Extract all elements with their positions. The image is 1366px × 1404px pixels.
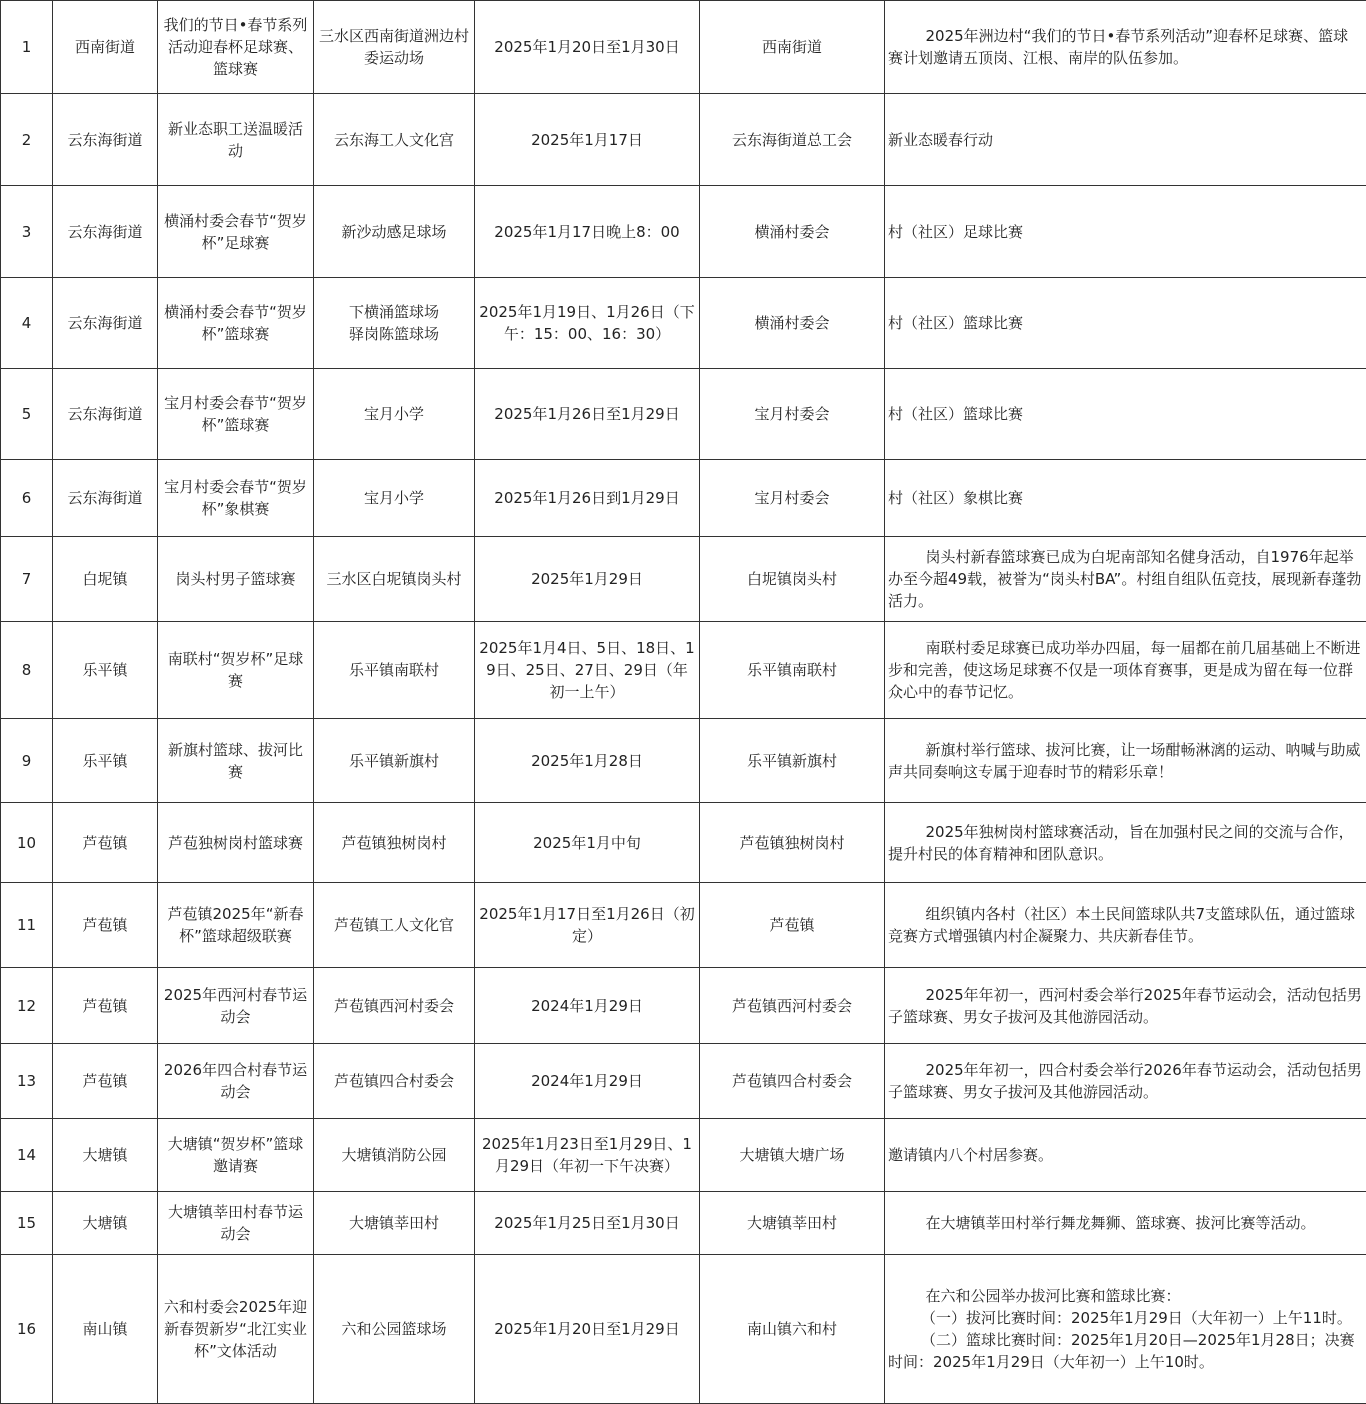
time-cell: 2025年1月4日、5日、18日、19日、25日、27日、29日（年初一上午） bbox=[475, 622, 700, 719]
activity-name-cell: 2025年西河村春节运动会 bbox=[158, 968, 314, 1044]
description-paragraph: 新业态暖春行动 bbox=[888, 130, 994, 149]
venue-cell: 大塘镇消防公园 bbox=[314, 1119, 475, 1192]
table-row bbox=[1, 719, 1366, 803]
organizer-cell: 宝月村委会 bbox=[700, 369, 885, 460]
table-row bbox=[1, 883, 1366, 968]
venue-cell: 芦苞镇四合村委会 bbox=[314, 1044, 475, 1119]
description-cell bbox=[885, 719, 1366, 803]
description-paragraph: 村（社区）篮球比赛 bbox=[888, 314, 1024, 332]
organizer-cell: 横涌村委会 bbox=[700, 278, 885, 369]
organizer-cell: 芦苞镇独树岗村 bbox=[700, 803, 885, 883]
area-cell: 云东海街道 bbox=[53, 460, 158, 537]
row-number: 13 bbox=[1, 1044, 53, 1119]
description-cell bbox=[885, 278, 1366, 369]
description-cell bbox=[885, 537, 1366, 622]
area-cell: 云东海街道 bbox=[53, 94, 158, 186]
venue-cell: 乐平镇新旗村 bbox=[314, 719, 475, 803]
venue-cell: 芦苞镇独树岗村 bbox=[314, 803, 475, 883]
area-cell: 芦苞镇 bbox=[53, 803, 158, 883]
table-row bbox=[1, 622, 1366, 719]
activity-name-cell: 横涌村委会春节“贺岁杯”篮球赛 bbox=[158, 278, 314, 369]
description-cell bbox=[885, 1192, 1366, 1255]
table-row bbox=[1, 94, 1366, 186]
activity-name-cell: 新旗村篮球、拔河比赛 bbox=[158, 719, 314, 803]
table-row bbox=[1, 1255, 1366, 1404]
description-paragraph: 在六和公园举办拔河比赛和篮球比赛： bbox=[925, 1287, 1181, 1305]
venue-cell: 芦苞镇工人文化官 bbox=[314, 883, 475, 968]
time-cell: 2025年1月26日到1月29日 bbox=[475, 460, 700, 537]
activity-name-cell: 六和村委会2025年迎新春贺新岁“北江实业杯”文体活动 bbox=[158, 1255, 314, 1404]
venue-cell: 新沙动感足球场 bbox=[314, 186, 475, 278]
row-number: 5 bbox=[1, 369, 53, 460]
area-cell: 乐平镇 bbox=[53, 719, 158, 803]
description-paragraph: 村（社区）篮球比赛 bbox=[888, 405, 1024, 423]
row-number: 10 bbox=[1, 803, 53, 883]
table-row bbox=[1, 369, 1366, 460]
activity-name-cell: 大塘镇“贺岁杯”篮球邀请赛 bbox=[158, 1119, 314, 1192]
row-number: 8 bbox=[1, 622, 53, 719]
venue-cell: 宝月小学 bbox=[314, 460, 475, 537]
row-number: 4 bbox=[1, 278, 53, 369]
description-paragraph: 2025年年初一，西河村委会举行2025年春节运动会，活动包括男子篮球赛、男女子拔河及其他游园活动。 bbox=[888, 985, 1362, 1026]
activity-name-cell: 芦苞镇2025年“新春杯”篮球超级联赛 bbox=[158, 883, 314, 968]
description-cell bbox=[885, 186, 1366, 278]
organizer-cell: 芦苞镇四合村委会 bbox=[700, 1044, 885, 1119]
description-paragraph: 南联村委足球赛已成功举办四届，每一届都在前几届基础上不断进步和完善，使这场足球赛不仅是一项体育赛事，更是成为留在每一位群众心中的春节记忆。 bbox=[888, 639, 1361, 701]
description-paragraph: 2025年年初一，四合村委会举行2026年春节运动会，活动包括男子篮球赛、男女子拔河及其他游园活动。 bbox=[888, 1061, 1362, 1101]
activity-name-cell: 2026年四合村春节运动会 bbox=[158, 1044, 314, 1119]
description-cell bbox=[885, 1, 1366, 94]
activity-name-cell: 横涌村委会春节“贺岁杯”足球赛 bbox=[158, 186, 314, 278]
description-cell bbox=[885, 883, 1366, 968]
description-paragraph: 新旗村举行篮球、拔河比赛，让一场酣畅淋漓的运动、呐喊与助威声共同奏响这专属于迎春时节的精彩乐章！ bbox=[888, 740, 1361, 781]
area-cell: 云东海街道 bbox=[53, 186, 158, 278]
organizer-cell: 云东海街道总工会 bbox=[700, 94, 885, 186]
venue-cell: 大塘镇莘田村 bbox=[314, 1192, 475, 1255]
description-cell bbox=[885, 968, 1366, 1044]
activity-name-cell: 我们的节日•春节系列活动迎春杯足球赛、篮球赛 bbox=[158, 1, 314, 94]
time-cell: 2024年1月29日 bbox=[475, 1044, 700, 1119]
activity-name-cell: 新业态职工送温暖活动 bbox=[158, 94, 314, 186]
time-cell: 2025年1月20日至1月29日 bbox=[475, 1255, 700, 1404]
organizer-cell: 西南街道 bbox=[700, 1, 885, 94]
venue-cell: 乐平镇南联村 bbox=[314, 622, 475, 719]
table-row bbox=[1, 803, 1366, 883]
organizer-cell: 芦苞镇 bbox=[700, 883, 885, 968]
activity-name-cell: 宝月村委会春节“贺岁杯”象棋赛 bbox=[158, 460, 314, 537]
description-paragraph: 邀请镇内八个村居参赛。 bbox=[888, 1146, 1054, 1164]
venue-cell: 三水区白坭镇岗头村 bbox=[314, 537, 475, 622]
table-row bbox=[1, 1044, 1366, 1119]
time-cell: 2025年1月28日 bbox=[475, 719, 700, 803]
area-cell: 芦苞镇 bbox=[53, 968, 158, 1044]
organizer-cell: 芦苞镇西河村委会 bbox=[700, 968, 885, 1044]
area-cell: 南山镇 bbox=[53, 1255, 158, 1404]
row-number: 7 bbox=[1, 537, 53, 622]
description-cell bbox=[885, 622, 1366, 719]
venue-cell: 三水区西南街道洲边村委运动场 bbox=[314, 1, 475, 94]
description-paragraph: 村（社区）象棋比赛 bbox=[888, 489, 1024, 507]
description-paragraph: 在大塘镇莘田村举行舞龙舞狮、篮球赛、拔河比赛等活动。 bbox=[925, 1214, 1316, 1232]
time-cell: 2025年1月中旬 bbox=[475, 803, 700, 883]
area-cell: 大塘镇 bbox=[53, 1119, 158, 1192]
venue-cell: 云东海工人文化宫 bbox=[314, 94, 475, 186]
description-paragraph: 岗头村新春篮球赛已成为白坭南部知名健身活动，自1976年起举办至今超49载，被誉为“岗头村BA”。村组自组队伍竞技，展现新春蓬勃活力。 bbox=[888, 548, 1362, 610]
row-number: 2 bbox=[1, 94, 53, 186]
venue-cell: 六和公园篮球场 bbox=[314, 1255, 475, 1404]
row-number: 14 bbox=[1, 1119, 53, 1192]
row-number: 16 bbox=[1, 1255, 53, 1404]
row-number: 3 bbox=[1, 186, 53, 278]
time-cell: 2024年1月29日 bbox=[475, 968, 700, 1044]
organizer-cell: 宝月村委会 bbox=[700, 460, 885, 537]
row-number: 1 bbox=[1, 1, 53, 94]
table-row bbox=[1, 1119, 1366, 1192]
table-row bbox=[1, 278, 1366, 369]
description-paragraph: 村（社区）足球比赛 bbox=[888, 222, 1024, 241]
time-cell: 2025年1月26日至1月29日 bbox=[475, 369, 700, 460]
organizer-cell: 乐平镇南联村 bbox=[700, 622, 885, 719]
row-number: 9 bbox=[1, 719, 53, 803]
description-cell bbox=[885, 460, 1366, 537]
time-cell: 2025年1月23日至1月29日、1月29日（年初一下午决赛） bbox=[475, 1119, 700, 1192]
time-cell: 2025年1月17日 bbox=[475, 94, 700, 186]
row-number: 15 bbox=[1, 1192, 53, 1255]
description-paragraph: （二）篮球比赛时间：2025年1月20日—2025年1月28日；决赛时间：2025年1月29日（大年初一）上午10时。 bbox=[888, 1331, 1355, 1371]
table-row bbox=[1, 537, 1366, 622]
time-cell: 2025年1月19日、1月26日（下午：15：00、16：30） bbox=[475, 278, 700, 369]
activity-name-cell: 南联村“贺岁杯”足球赛 bbox=[158, 622, 314, 719]
description-cell bbox=[885, 369, 1366, 460]
table-row bbox=[1, 186, 1366, 278]
time-cell: 2025年1月17日至1月26日（初定） bbox=[475, 883, 700, 968]
organizer-cell: 大塘镇莘田村 bbox=[700, 1192, 885, 1255]
activity-name-cell: 芦苞独树岗村篮球赛 bbox=[158, 803, 314, 883]
activity-name-cell: 岗头村男子篮球赛 bbox=[158, 537, 314, 622]
table-row bbox=[1, 1, 1366, 94]
area-cell: 云东海街道 bbox=[53, 278, 158, 369]
venue-cell: 芦苞镇西河村委会 bbox=[314, 968, 475, 1044]
area-cell: 大塘镇 bbox=[53, 1192, 158, 1255]
time-cell: 2025年1月29日 bbox=[475, 537, 700, 622]
description-paragraph: 组织镇内各村（社区）本土民间篮球队共7支篮球队伍，通过篮球竞赛方式增强镇内村企凝聚力、共庆新春佳节。 bbox=[888, 905, 1356, 945]
organizer-cell: 横涌村委会 bbox=[700, 186, 885, 278]
row-number: 12 bbox=[1, 968, 53, 1044]
time-cell: 2025年1月20日至1月30日 bbox=[475, 1, 700, 94]
time-cell: 2025年1月17日晚上8：00 bbox=[475, 186, 700, 278]
area-cell: 芦苞镇 bbox=[53, 883, 158, 968]
description-paragraph: （一）拔河比赛时间：2025年1月29日（大年初一）上午11时。 bbox=[921, 1309, 1352, 1327]
table-row bbox=[1, 460, 1366, 537]
description-cell bbox=[885, 94, 1366, 186]
table-row bbox=[1, 968, 1366, 1044]
activity-name-cell: 宝月村委会春节“贺岁杯”篮球赛 bbox=[158, 369, 314, 460]
description-paragraph: 2025年独树岗村篮球赛活动，旨在加强村民之间的交流与合作，提升村民的体育精神和团队意识。 bbox=[888, 822, 1354, 863]
area-cell: 西南街道 bbox=[53, 1, 158, 94]
activity-name-cell: 大塘镇莘田村春节运动会 bbox=[158, 1192, 314, 1255]
row-number: 6 bbox=[1, 460, 53, 537]
description-cell bbox=[885, 1119, 1366, 1192]
description-cell bbox=[885, 1255, 1366, 1404]
area-cell: 云东海街道 bbox=[53, 369, 158, 460]
area-cell: 芦苞镇 bbox=[53, 1044, 158, 1119]
area-cell: 白坭镇 bbox=[53, 537, 158, 622]
description-cell bbox=[885, 1044, 1366, 1119]
time-cell: 2025年1月25日至1月30日 bbox=[475, 1192, 700, 1255]
organizer-cell: 白坭镇岗头村 bbox=[700, 537, 885, 622]
venue-cell: 下横涌篮球场 驿岗陈篮球场 bbox=[314, 278, 475, 369]
description-paragraph: 2025年洲边村“我们的节日•春节系列活动”迎春杯足球赛、篮球赛计划邀请五顶岗、江根、南岸的队伍参加。 bbox=[888, 27, 1349, 67]
organizer-cell: 乐平镇新旗村 bbox=[700, 719, 885, 803]
area-cell: 乐平镇 bbox=[53, 622, 158, 719]
description-cell bbox=[885, 803, 1366, 883]
organizer-cell: 南山镇六和村 bbox=[700, 1255, 885, 1404]
table-row bbox=[1, 1192, 1366, 1255]
organizer-cell: 大塘镇大塘广场 bbox=[700, 1119, 885, 1192]
row-number: 11 bbox=[1, 883, 53, 968]
venue-cell: 宝月小学 bbox=[314, 369, 475, 460]
